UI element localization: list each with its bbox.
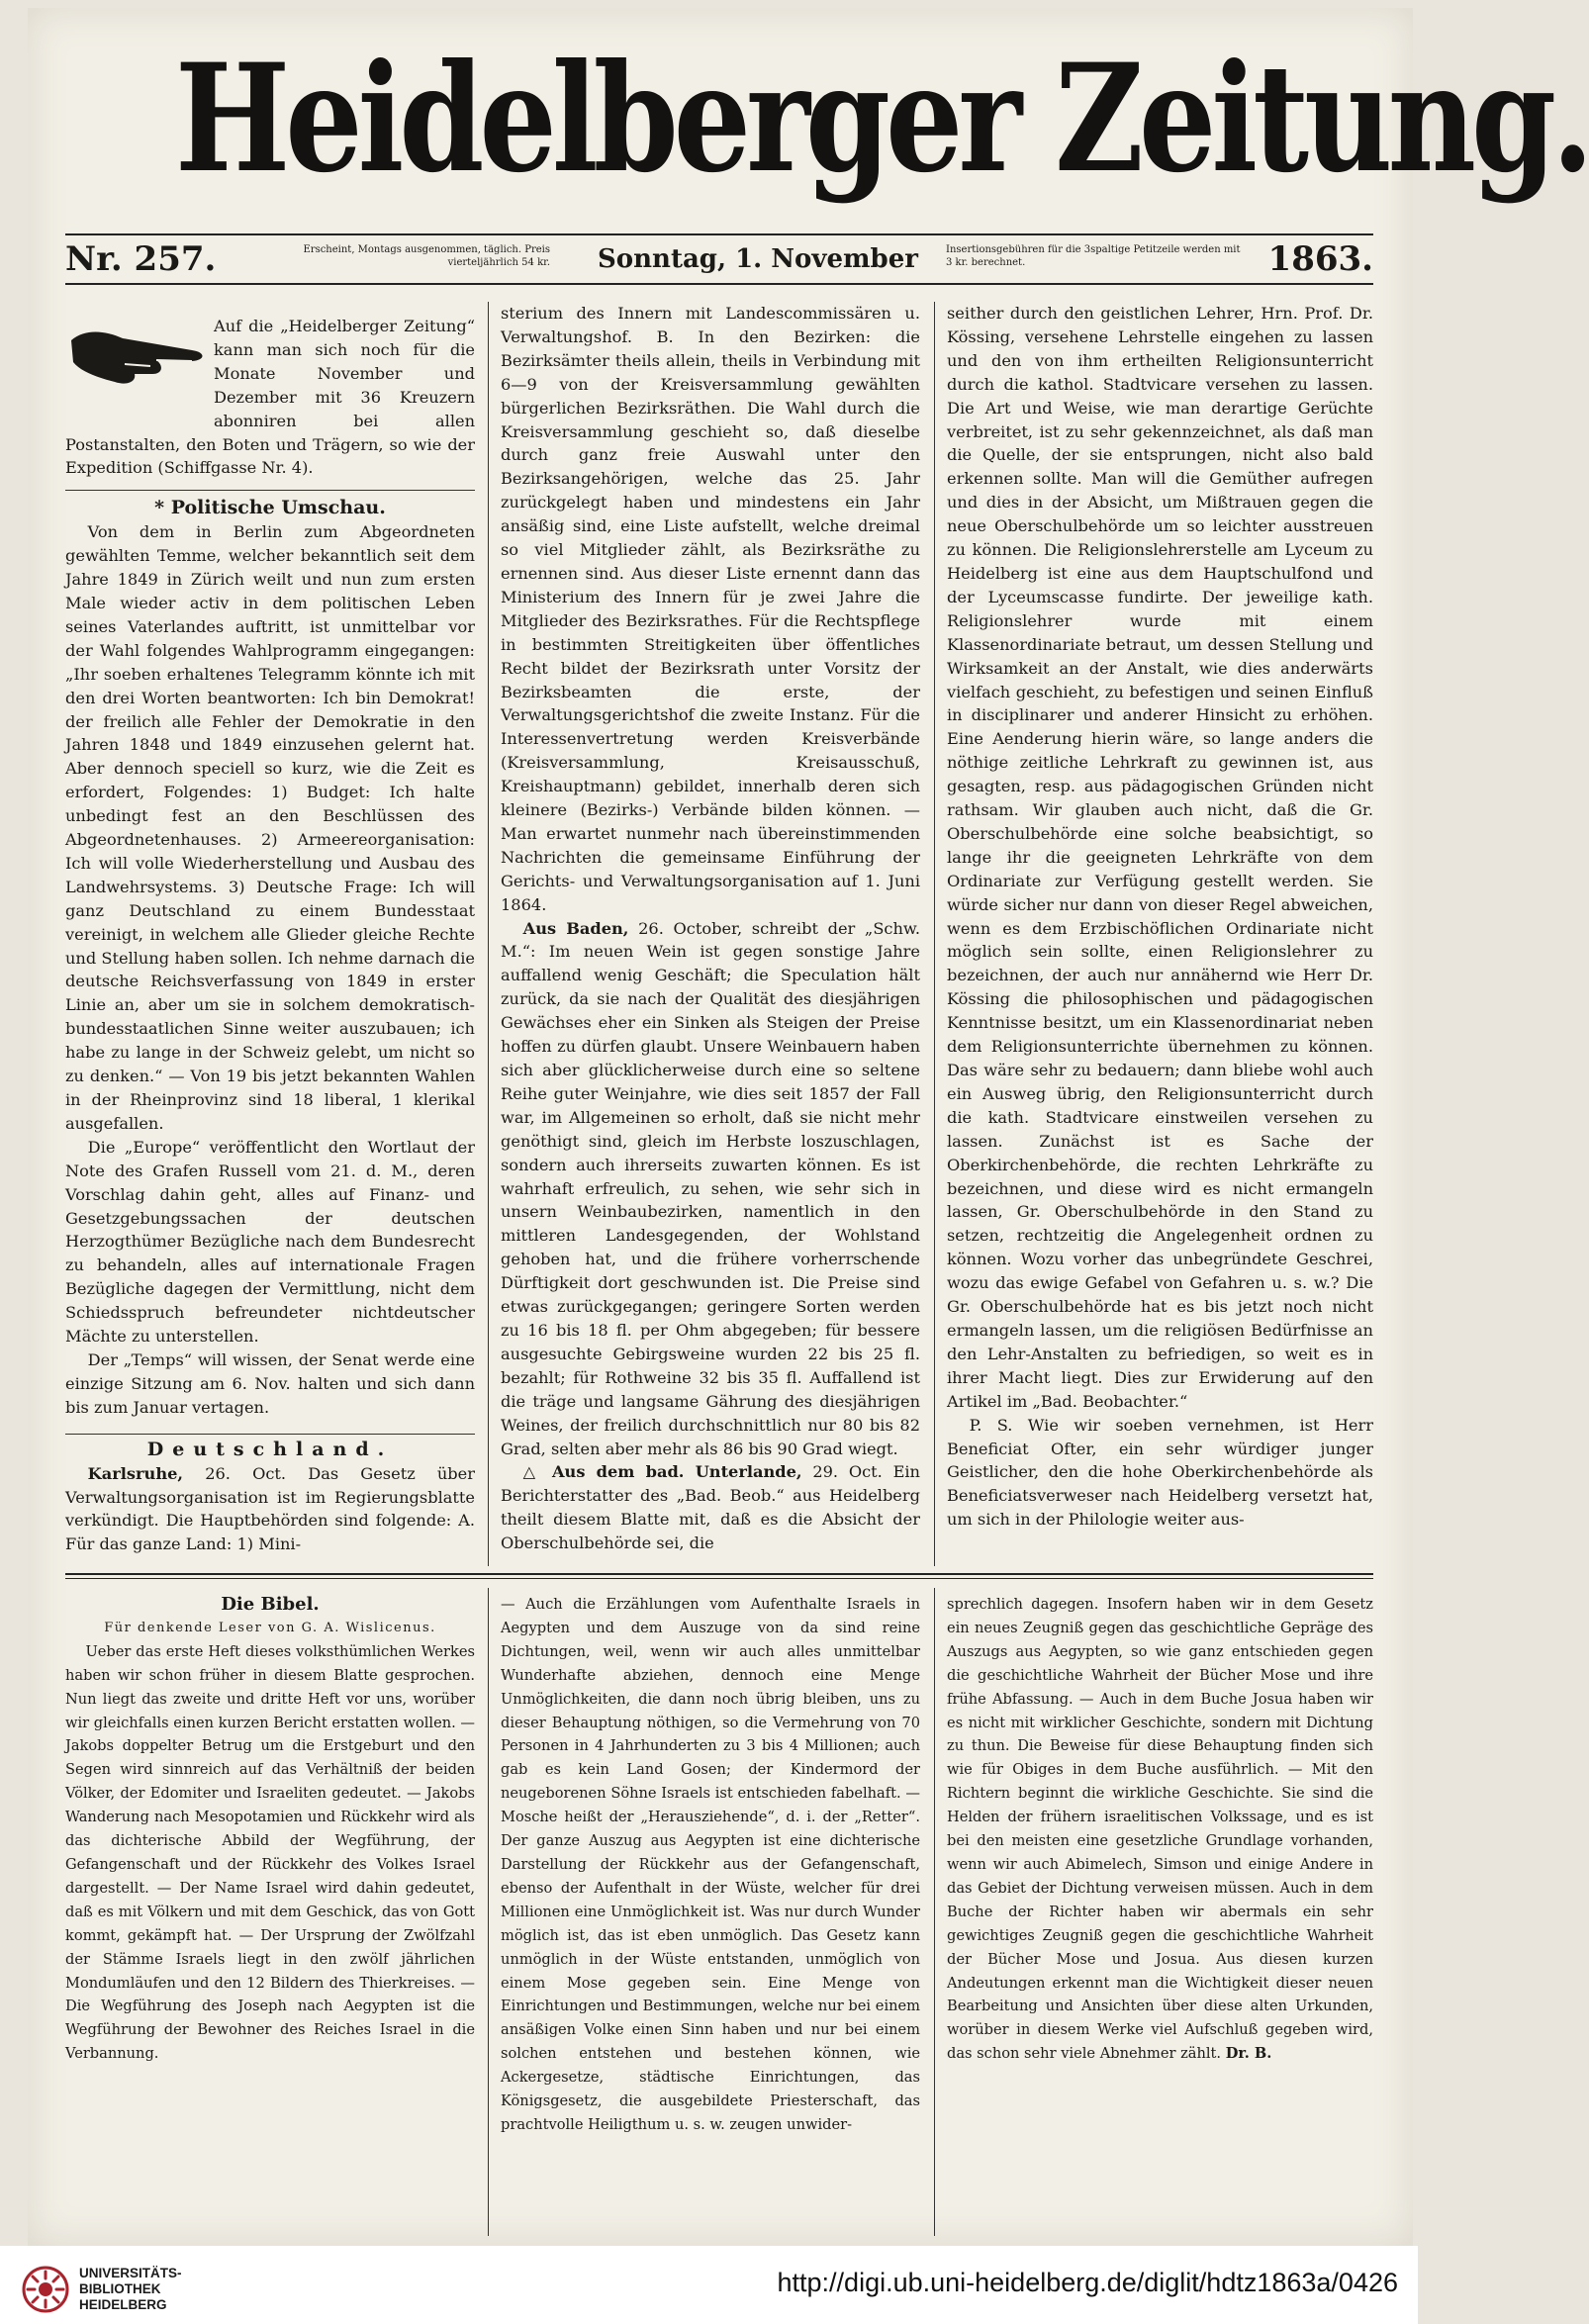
paragraph: Karlsruhe, 26. Oct. Das Gesetz über Verwaltungsorganisation ist im Regierungsblatte verkündigt. Die Hauptbehörden sind folgende: A. Für das ganze Land: 1) Mini- — [65, 1463, 475, 1554]
column-3 — [947, 302, 1373, 1563]
paragraph: Der „Temps“ will wissen, der Senat werde eine einzige Sitzung am 6. Nov. halten und sich dann bis zum Januar vertagen. — [65, 1349, 475, 1417]
column-rule — [934, 302, 935, 1566]
column-rule — [934, 1588, 935, 2236]
feuilleton-column-3 — [947, 1593, 1373, 2236]
notice-divider — [65, 490, 475, 491]
dateline: Aus Baden, — [522, 918, 629, 938]
feuilleton-rule — [65, 1573, 1373, 1575]
column-rule — [488, 1588, 489, 2236]
footer-bar — [0, 2246, 1418, 2324]
paragraph: △ Aus dem bad. Unterlande, 29. Oct. Ein Berichterstatter des „Bad. Beob.“ aus Heidelberg theilt diesem Blatte mit, daß es die Absicht der Oberschulbehörde sei, die — [501, 1462, 920, 1553]
paragraph: sterium des Innern mit Landescommissären u. Verwaltungshof. B. In den Bezirken: die Bezirksämter theils allein, theils in Verbindung mit 6—9 von der Kreisversammlung gewählten bürgerlichen Bezirksräthen. Die Wahl durch die Kreisversammlung geschieht so, daß dieselbe durch ganz freie Auswahl unter den Bezirksangehörigen, welche das 25. Jahr zurückgelegt haben und mindestens ein Jahr ansäßig sind, eine Liste aufstellt, welche dreimal so viel Mitglieder zählt, als Bezirksräthe zu ernennen sind. Aus dieser Liste ernennt dann das Ministerium des Innern für je zwei Jahre die Mitglieder des Bezirksrathes. Für die Rechtspflege in bestimmten Streitigkeiten über öffentliches Recht bildet der Bezirksrath unter Vorsitz der Bezirksbeamten die erste, der Verwaltungsgerichtshof die zweite Instanz. Für die Interessenvertretung werden Kreisverbände (Kreisversammlung, Kreisausschuß, Kreishauptmann) gebildet, innerhalb deren sich kleinere (Bezirks-) Verbände bilden können. — Man erwartet nunmehr nach übereinstimmenden Nachrichten die gemeinsame Einführung der Gerichts- und Verwaltungsorganisation auf 1. Juni 1864. — [501, 304, 920, 914]
feuilleton-rule-thin — [65, 1578, 1373, 1579]
library-name: UNIVERSITÄTS- BIBLIOTHEK HEIDELBERG — [79, 2266, 182, 2312]
masthead-title: Heidelberger Zeitung. — [175, 32, 1589, 206]
column-1 — [65, 315, 475, 1559]
feuilleton-subtitle: Für denkende Leser von G. A. Wislicenus. — [104, 1620, 436, 1635]
paragraph: Ueber das erste Heft dieses volksthümlichen Werkes haben wir schon früher in diesem Blatte gesprochen. Nun liegt das zweite und dritte Heft vor uns, worüber wir gleichfalls einen kurzen Bericht erstatten wollen. — Jakobs doppelter Betrug um die Erstgeburt und den Segen wird sinnreich auf das Verhältniß der beiden Völker, der Edomiter und Israeliten gedeutet. — Jakobs Wanderung nach Mesopotamien und Rückkehr wird als das dichterische Abbild der Wegführung, der Gefangenschaft und der Rückkehr des Volkes Israel dargestellt. — Der Name Israel wird dahin gedeutet, daß es mit Völkern und mit dem Geschick, das von Gott kommt, gekämpft hat. — Der Ursprung der Zwölfzahl der Stämme Israels liegt in den zwölf jährlichen Mondumläufen und den 12 Bildern des Thierkreises. — Die Wegführung des Joseph nach Aegypten ist die Wegführung der Bewohner des Reiches Israel in die Verbannung. — [65, 1642, 475, 2063]
notice-text: Auf die „Heidelberger Zeitung“ kann man sich noch für die Monate November und Dezember mit 36 Kreuzern abonniren bei allen Postanstalten, den Boten und Trägern, so wie der Expedition (Schiffgasse Nr. 4). — [65, 317, 475, 478]
issue-info-bar — [65, 239, 1373, 279]
issue-number: Nr. 257. — [65, 239, 217, 279]
dateline: △ Aus dem bad. Unterlande, — [522, 1462, 802, 1482]
university-library-logo-icon — [22, 2266, 69, 2313]
paragraph: sprechlich dagegen. Insofern haben wir in dem Gesetz ein neues Zeugniß gegen das geschichtliche Gepräge des Auszugs aus Aegypten, so wie ganz entschieden gegen die geschichtliche Wahrheit der Bücher Mose und ihre frühe Abfassung. — Auch in dem Buche Josua haben wir es nicht mit wirklicher Geschichte, sondern mit Dichtung zu thun. Die Beweise für diese Behauptung finden sich wie für Obiges in dem Buche ausführlich. — Mit den Richtern beginnt die wirkliche Geschichte. Sie sind die Helden der frühern israelitischen Volkssage, und es ist bei den meisten eine gesetzliche Grundlage vorhanden, wenn wir auch Abimelech, Simson und einige Andere in das Gebiet der Dichtung verweisen müssen. Auch in dem Buche der Richter haben wir abermals ein sehr gewichtiges Zeugniß gegen die geschichtliche Wahrheit der Bücher Mose und Josua. Aus diesen kurzen Andeutungen erkennt man die Wichtigkeit dieser neuen Bearbeitung und Ansichten über diese alten Urkunden, worüber in diesem Werke viel Aufschluß gegeben wird, das schon sehr viele Abnehmer zählt. Dr. B. — [947, 1596, 1373, 2063]
feuilleton-title: Die Bibel. — [221, 1594, 320, 1615]
issue-year: 1863. — [1267, 239, 1373, 279]
dateline: Karlsruhe, — [87, 1463, 184, 1483]
masthead-rule-bottom — [65, 283, 1373, 285]
issue-date: Sonntag, 1. November — [598, 244, 918, 274]
paragraph: Die „Europe“ veröffentlicht den Wortlaut der Note des Grafen Russell vom 21. d. M., deren Vorschlag dahin geht, alles auf Finanz- und Gesetzgebungssachen der deutschen Herzogthümer Bezügliche nach dem Bundesrecht zu behandeln, alles auf internationale Fragen Bezügliche dagegen der Vermittlung, nicht dem Schiedsspruch befreundeter nichtdeutscher Mächte zu unterstellen. — [65, 1137, 475, 1347]
masthead-rule-top — [65, 233, 1373, 235]
paragraph: Aus Baden, 26. October, schreibt der „Schw. M.“: Im neuen Wein ist gegen sonstige Jahre auffallend wenig Geschäft; die Speculation hält zurück, da sie nach der Qualität des diesjährigen Gewächses eher ein Sinken als Steigen der Preise hoffen zu dürfen glaubt. Unsere Weinbauern haben sich aber glücklicherweise durch eine so seltene Reihe guter Weinjahre, wie dies seit 1857 der Fall war, im Allgemeinen so erholt, daß sie nicht mehr genöthigt sind, gleich im Herbste loszuschlagen, sondern auch ihrerseits zuwarten können. Es ist wahrhaft erfreulich, zu sehen, wie sehr sich in unsern Weinbaubezirken, namentlich in den mittleren Landesgegenden, der Wohlstand gehoben hat, und die frühere vorherrschende Dürftigkeit dort geschwunden ist. Die Preise sind etwas zurückgegangen; geringere Sorten werden zu 16 bis 18 fl. per Ohm abgegeben; für bessere ausgesuchte Gebirgsweine wurden 22 bis 25 fl. bezahlt; für Rothweine 32 bis 35 fl. Auffallend ist die träge und langsame Gährung des diesjährigen Weines, der freilich durchschnittlich nur 80 bis 82 Grad, selten aber mehr als 86 bis 90 Grad wiegt. — [501, 918, 920, 1458]
column-2 — [501, 302, 920, 1563]
pointing-hand-icon — [65, 321, 214, 392]
section-heading-germany: Deutschland. — [146, 1438, 394, 1460]
paragraph: seither durch den geistlichen Lehrer, Hrn. Prof. Dr. Kössing, versehene Lehrstelle eingehen zu lassen und den von ihm ertheilten Religionsunterricht durch die kathol. Stadtvicare versehen zu lassen. Die Art und Weise, wie man derartige Gerüchte verbreitet, ist zu sehr gekennzeichnet, als daß man die Quelle, der sie entsprungen, nicht also bald erkennen sollte. Man will die Gemüther aufregen und dies in der Absicht, um Mißtrauen gegen die neue Oberschulbehörde um so leichter ausstreuen zu können. Die Religionslehrerstelle am Lyceum zu Heidelberg ist eine aus dem Hauptschulfond und der Lyceumscasse fundirte. Der jeweilige kath. Religionslehrer wurde mit einem Klassenordinariate betraut, um dessen Stellung und Wirksamkeit an der Anstalt, wie dies anderwärts vielfach geschieht, zu befestigen und seinen Einfluß in disciplinarer und anderer Hinsicht zu erhöhen. Eine Aenderung hierin wäre, so lange anders die nöthige zeitliche Lehrkraft zu gewinnen ist, aus gesagten, resp. aus pädagogischen Gründen nicht rathsam. Wir glauben auch nicht, daß die Gr. Oberschulbehörde eine solche beabsichtigt, so lange ihr die geeigneten Lehrkräfte von dem Ordinariate zur Verfügung gestellt werden. Sie würde sicher nur dann von dieser Regel abweichen, wenn es dem Erzbischöflichen Ordinariate nicht möglich sein sollte, einen Religionslehrer zu bezeichnen, der auch nur annähernd wie Herr Dr. Kössing die philosophischen und pädagogischen Kenntnisse besitzt, um ein Klassenordinariat neben dem Religionsunterrichte übernehmen zu können. Das wäre sehr zu bedauern; dann bliebe wohl auch ein Ausweg übrig, den Religionsunterricht durch die kath. Stadtvicare einstweilen versehen zu lassen. Zunächst ist es Sache der Oberkirchenbehörde, die rechten Lehrkräfte zu bezeichnen, und diese wird es nicht ermangeln lassen, Gr. Oberschulbehörde in den Stand zu setzen, rechtzeitig die Angelegenheit ordnen zu können. Wozu vorher das unbegründete Geschrei, wozu das ewige Gefabel von Gefahren u. s. w.? Die Gr. Oberschulbehörde hat es bis jetzt noch nicht ermangeln lassen, um die religiösen Bedürfnisse an den Lehr-Anstalten zu befriedigen, so weit es in ihrer Macht liegt. Dies zur Erwiderung auf den Artikel im „Bad. Beobachter.“ — [947, 304, 1373, 1411]
publication-note: Erscheint, Montags ausgenommen, täglich. Preis vierteljährlich 54 kr. — [303, 244, 550, 268]
column-rule — [488, 302, 489, 1566]
feuilleton-column-2 — [501, 1593, 920, 2236]
paragraph: Von dem in Berlin zum Abgeordneten gewählten Temme, welcher bekanntlich seit dem Jahre 1849 in Zürich weilt und nun zum ersten Male wieder activ in dem politischen Leben seines Vaterlandes auftritt, ist unmittelbar vor der Wahl folgendes Wahlprogramm eingegangen: „Ihr soeben erhaltenes Telegramm könnte ich mit den drei Worten beantworten: Ich bin Demokrat! der freilich alle Fehler der Demokratie in den Jahren 1848 und 1849 einzusehen gelernt hat. Aber dennoch speciell so kurz, wie die Zeit es erfordert, Folgendes: 1) Budget: Ich halte unbedingt fest an den Beschlüssen des Abgeordnetenhauses. 2) Armeereorganisation: Ich will volle Wiederherstellung und Ausbau des Landwehrsystems. 3) Deutsche Frage: Ich will ganz Deutschland zu einem Bundesstaat vereinigt, in welchem alle Glieder gleiche Rechte und Stellung haben sollen. Ich nehme darnach die deutsche Reichsverfassung von 1849 in erster Linie an, aber um sie in solchem demokratisch-bundesstaatlichen Sinne weiter auszubauen; ich habe zu lange in der Schweiz gelebt, um nicht so zu denken.“ — Von 19 bis jetzt bekannten Wahlen in der Rheinprovinz sind 18 liberal, 1 klerikal ausgefallen. — [65, 522, 475, 1133]
section-heading-politics: * Politische Umschau. — [154, 497, 386, 519]
subscription-notice — [65, 315, 475, 480]
fees-note: Insertionsgebühren für die 3spaltige Petitzeile werden mit 3 kr. berechnet. — [946, 244, 1241, 268]
signature: Dr. B. — [1225, 2045, 1272, 2063]
source-url-link[interactable]: http://digi.ub.uni-heidelberg.de/diglit/hdtz1863a/0426 — [777, 2268, 1398, 2297]
paragraph: P. S. Wie wir soeben vernehmen, ist Herr Beneficiat Ofter, ein sehr würdiger junger Geistlicher, den die hohe Oberkirchenbehörde als Beneficiatsverweser nach Heidelberg versetzt hat, um sich in der Philologie weiter aus- — [947, 1415, 1373, 1530]
paragraph: — Auch die Erzählungen vom Aufenthalte Israels in Aegypten und dem Auszuge von da sind reine Dichtungen, weil, wenn wir auch alles unmittelbar Wunderhafte abziehen, dennoch eine Menge Unmöglichkeiten, die dann noch übrig bleiben, uns zu dieser Behauptung nöthigen, so die Vermehrung von 70 Personen in 4 Jahrhunderten zu 3 bis 4 Millionen; auch gab es kein Land Gosen; der Kindermord der neugeborenen Söhne Israels ist entschieden fabelhaft. — Mosche heißt der „Herausziehende“, d. i. der „Retter“. Der ganze Auszug aus Aegypten ist eine dichterische Darstellung der Rückkehr aus der Gefangenschaft, ebenso der Aufenthalt in der Wüste, welcher für drei Millionen eine Unmöglichkeit ist. Was nur durch Wunder möglich ist, das ist eben unmöglich. Das Gesetz kann unmöglich in der Wüste entstanden, unmöglich von einem Mose gegeben sein. Eine Menge von Einrichtungen und Bestimmungen, welche nur bei einem ansäßigen Volke einen Sinn haben und nur bei einem solchen entstehen und bestehen können, wie Ackergesetze, städtische Einrichtungen, das Königsgesetz, die ausgebildete Priesterschaft, das prachtvolle Heiligthum u. s. w. zeugen unwider- — [501, 1596, 920, 2133]
section-divider — [65, 1434, 475, 1435]
feuilleton-column-1 — [65, 1593, 475, 2236]
